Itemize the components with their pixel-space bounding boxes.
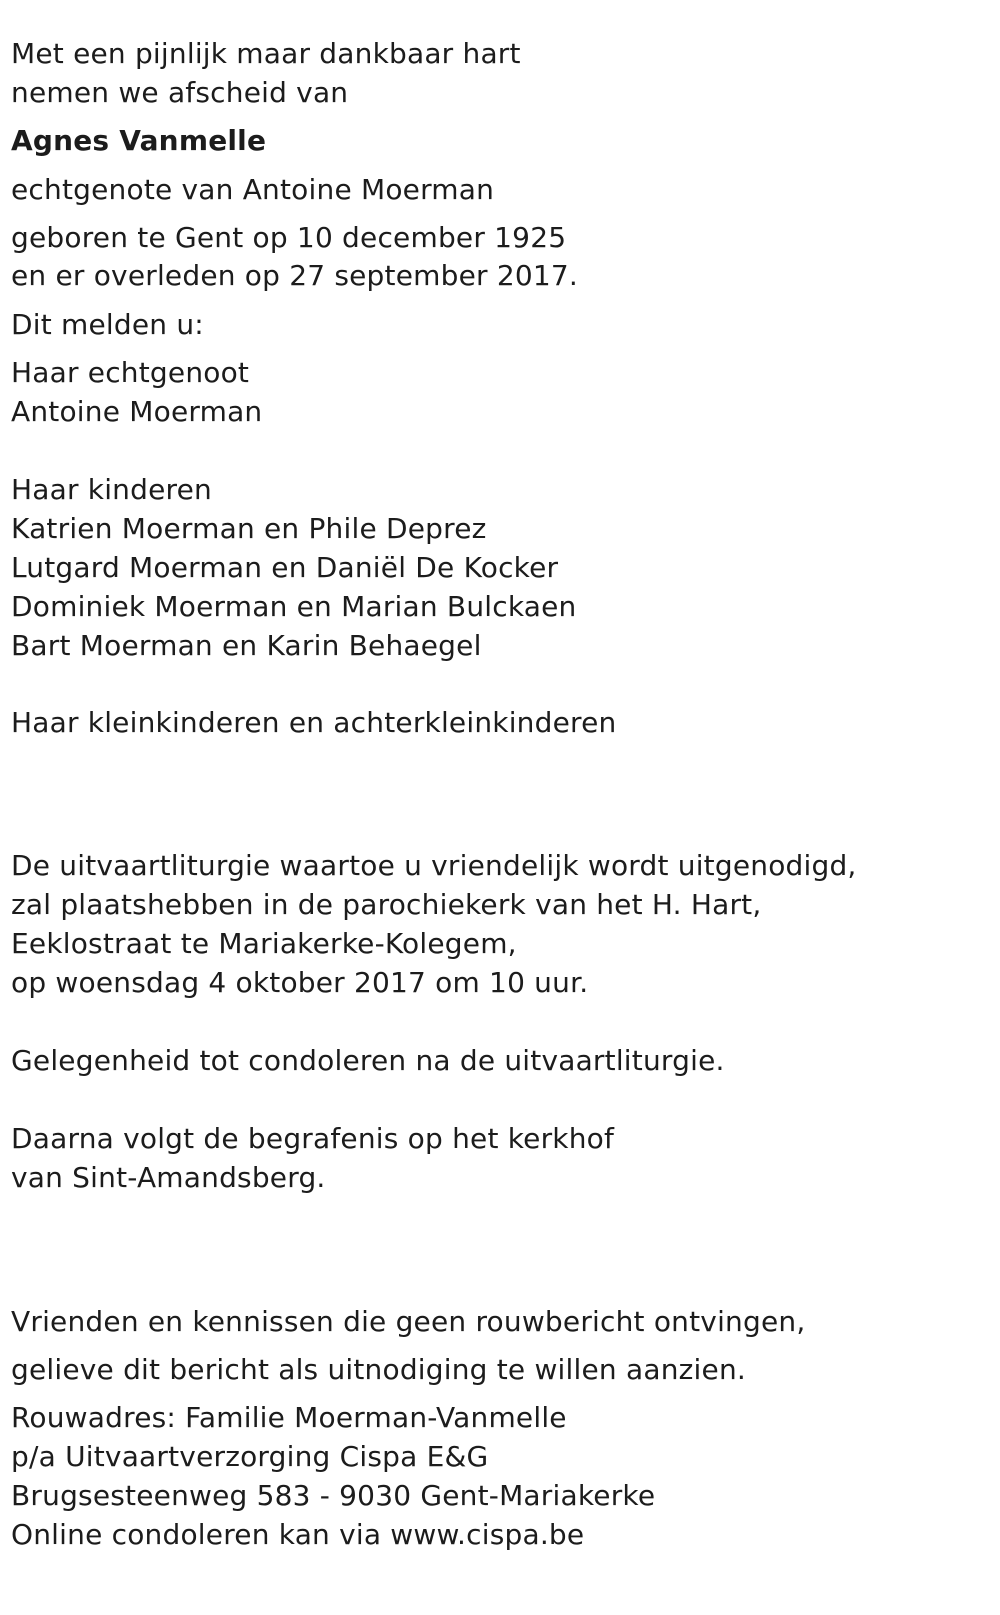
condolence-note: Gelegenheid tot condoleren na de uitvaartliturgie. [11, 1044, 725, 1077]
children-heading: Haar kinderen [11, 473, 212, 506]
deceased-name: Agnes Vanmelle [11, 124, 267, 157]
child-line: Lutgard Moerman en Daniël De Kocker [11, 551, 559, 584]
liturgy-line-4: op woensdag 4 oktober 2017 om 10 uur. [11, 966, 589, 999]
grandchildren-line: Haar kleinkinderen en achterkleinkinderen [11, 706, 617, 739]
address-line-4: Online condoleren kan via www.cispa.be [11, 1518, 585, 1551]
spouse-line: echtgenote van Antoine Moerman [11, 173, 495, 206]
burial-line-2: van Sint-Amandsberg. [11, 1161, 326, 1194]
address-line-1: Rouwadres: Familie Moerman-Vanmelle [11, 1401, 567, 1434]
address-line-2: p/a Uitvaartverzorging Cispa E&G [11, 1440, 489, 1473]
intro-line-1: Met een pijnlijk maar dankbaar hart [11, 37, 521, 70]
liturgy-line-2: zal plaatshebben in de parochiekerk van het H. Hart, [11, 888, 762, 921]
address-line-3: Brugsesteenweg 583 - 9030 Gent-Mariakerke [11, 1479, 656, 1512]
spouse-name: Antoine Moerman [11, 395, 263, 428]
invitation-line-2: gelieve dit bericht als uitnodiging te willen aanzien. [11, 1353, 746, 1386]
liturgy-line-3: Eeklostraat te Mariakerke-Kolegem, [11, 927, 517, 960]
death-line: en er overleden op 27 september 2017. [11, 259, 578, 292]
child-line: Dominiek Moerman en Marian Bulckaen [11, 590, 577, 623]
intro-line-2: nemen we afscheid van [11, 76, 349, 109]
burial-line-1: Daarna volgt de begrafenis op het kerkhof [11, 1122, 615, 1155]
spouse-heading: Haar echtgenoot [11, 356, 250, 389]
invitation-line-1: Vrienden en kennissen die geen rouwbericht ontvingen, [11, 1305, 806, 1338]
birth-line: geboren te Gent op 10 december 1925 [11, 221, 567, 254]
liturgy-line-1: De uitvaartliturgie waartoe u vriendelijk wordt uitgenodigd, [11, 849, 857, 882]
child-line: Katrien Moerman en Phile Deprez [11, 512, 487, 545]
child-line: Bart Moerman en Karin Behaegel [11, 629, 482, 662]
announce-line: Dit melden u: [11, 308, 204, 341]
